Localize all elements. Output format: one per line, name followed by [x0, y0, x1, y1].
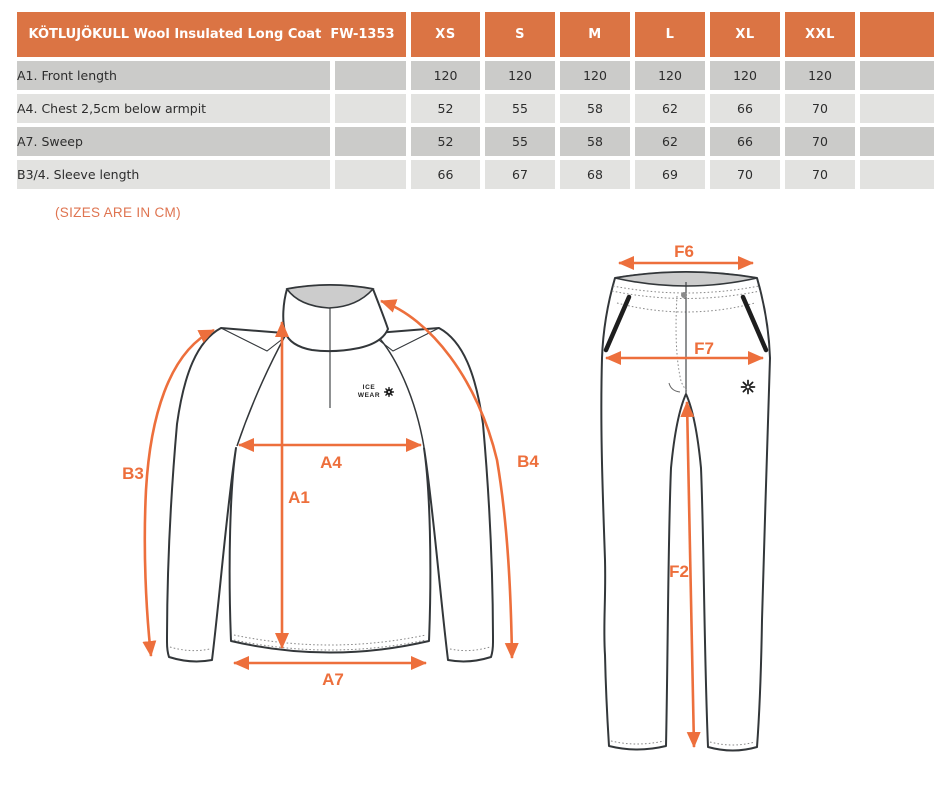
size-value: 120 — [785, 61, 855, 90]
size-col-l: L — [635, 12, 705, 57]
logo-text-ice: ICE — [362, 384, 376, 391]
label-f6: F6 — [674, 242, 694, 261]
size-value: 62 — [635, 94, 705, 123]
size-value: 68 — [560, 160, 630, 189]
pants-diagram — [601, 242, 770, 751]
product-title: KÖTLUJÖKULL Wool Insulated Long Coat FW-1353 — [17, 12, 406, 57]
size-value: 70 — [785, 94, 855, 123]
size-value: 55 — [485, 127, 555, 156]
size-value: 120 — [635, 61, 705, 90]
sizes-unit-note: (SIZES ARE IN CM) — [55, 205, 181, 220]
size-value: 58 — [560, 94, 630, 123]
row-label: B3/4. Sleeve length — [17, 160, 330, 189]
size-value: 52 — [411, 127, 480, 156]
size-value: 66 — [411, 160, 480, 189]
label-a4: A4 — [320, 453, 342, 472]
label-b4: B4 — [517, 452, 539, 471]
label-a1: A1 — [288, 488, 310, 507]
size-col-xs: XS — [411, 12, 480, 57]
size-value: 58 — [560, 127, 630, 156]
label-b3: B3 — [122, 464, 144, 483]
size-col-m: M — [560, 12, 630, 57]
sweater-diagram — [122, 285, 539, 689]
snowflake-icon — [742, 381, 755, 394]
logo-gear-icon — [385, 388, 394, 397]
size-value: 120 — [485, 61, 555, 90]
size-value: 67 — [485, 160, 555, 189]
label-f7: F7 — [694, 339, 714, 358]
row-label: A4. Chest 2,5cm below armpit — [17, 94, 330, 123]
size-value: 120 — [560, 61, 630, 90]
size-value: 70 — [785, 127, 855, 156]
size-value: 120 — [411, 61, 480, 90]
size-value: 70 — [710, 160, 780, 189]
size-value: 69 — [635, 160, 705, 189]
size-value: 55 — [485, 94, 555, 123]
size-value: 66 — [710, 127, 780, 156]
size-value: 62 — [635, 127, 705, 156]
size-value: 66 — [710, 94, 780, 123]
label-f2: F2 — [669, 562, 689, 581]
logo-text-wear: WEAR — [357, 392, 381, 399]
label-a7: A7 — [322, 670, 344, 689]
row-label: A1. Front length — [17, 61, 330, 90]
size-value: 52 — [411, 94, 480, 123]
size-col-s: S — [485, 12, 555, 57]
size-col-xxl: XXL — [785, 12, 855, 57]
row-label: A7. Sweep — [17, 127, 330, 156]
size-value: 70 — [785, 160, 855, 189]
waist-button — [681, 292, 687, 298]
size-col-xl: XL — [710, 12, 780, 57]
size-value: 120 — [710, 61, 780, 90]
